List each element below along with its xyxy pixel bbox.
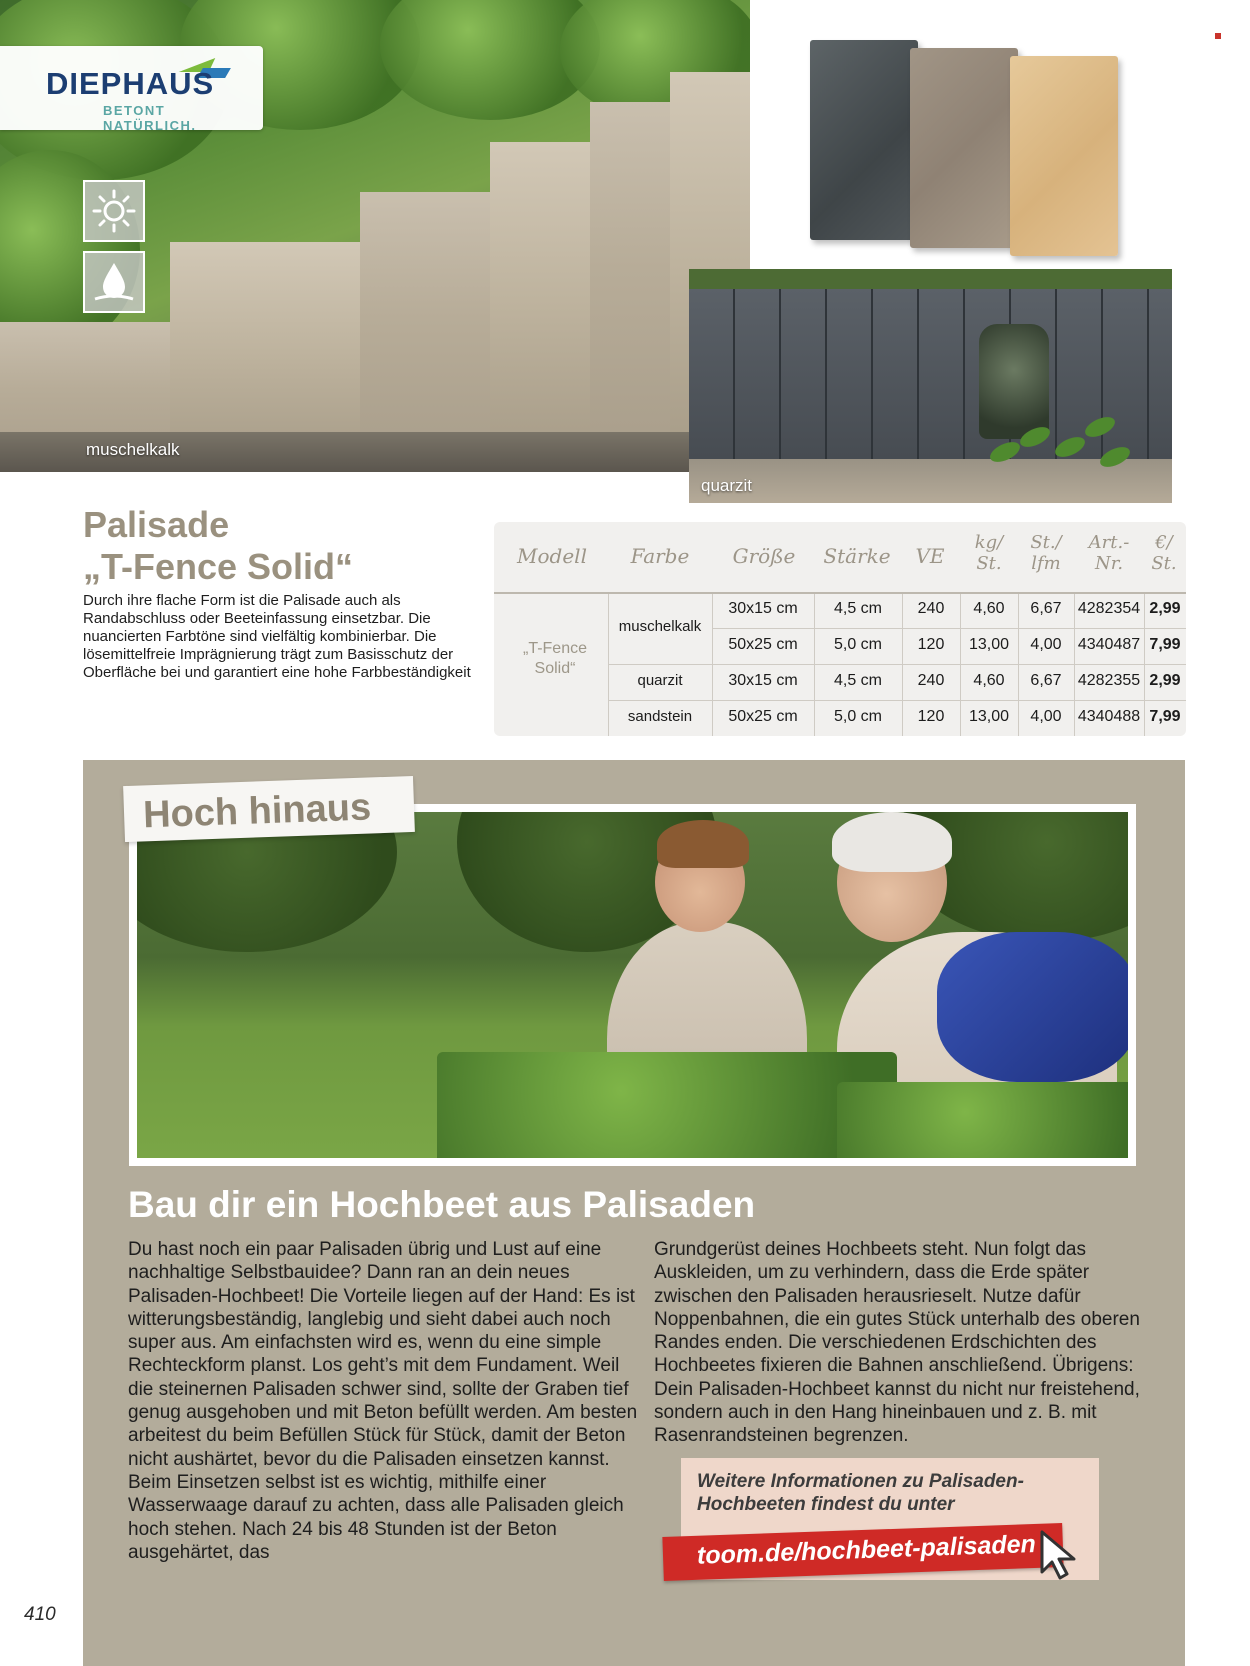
price-table <box>494 522 1186 736</box>
cell-art: 4282355 <box>1077 672 1141 689</box>
cell-groesse: 50x25 cm <box>728 708 798 725</box>
brand-claim: BETONT NATÜRLICH. <box>103 103 197 133</box>
section-label: Hoch hinaus <box>123 776 415 842</box>
url-text: toom.de/hochbeet-palisaden <box>696 1529 1037 1570</box>
cell-groesse: 30x15 cm <box>728 600 798 617</box>
sun-icon <box>83 180 145 242</box>
article-text-right: Grundgerüst deines Hochbeets steht. Nun folgt das Auskleiden, um zu verhindern, dass die Erde später zwischen den Palisaden herausrieselt. Nutze dafür Noppenbahnen, die ein gutes Stück unterhalb des oberen Randes enden. Die verschiedenen Erdschichten des Hochbeetes fixieren die Bahnen anschließend. Übrigens: Dein Palisaden-Hochbeet kannst du nicht nur freistehend, sondern auch in den Hang hineinbauen und z. B. mit Rasenrandsteinen begrenzen. <box>654 1239 1140 1447</box>
lantern <box>979 324 1049 439</box>
cell-staerke: 4,5 cm <box>833 600 882 617</box>
cell-st: 6,67 <box>1030 672 1062 689</box>
product-slabs-photo <box>760 0 1250 262</box>
cell-kg: 4,60 <box>973 672 1005 689</box>
cell-farbe: sandstein <box>627 708 693 725</box>
corner-marker <box>1215 33 1221 39</box>
article-text-left: Du hast noch ein paar Palisaden übrig und Lust auf eine nachhaltige Selbstbauidee? Dann ran an dein neues Palisaden-Hochbeet! Die Vorteile liegen auf der Hand: Es ist witterungsbeständig, langlebig und sieht dabei auch noch super aus. Am einfachsten wird es, wenn du eine simple Rechteckform planst. Los geht’s mit dem Fundament. Weil die steinernen Palisaden schwer sind, sollte der Graben tief genug ausgehoben und mit Beton befüllt werden. Am besten arbeitest du beim Befüllen Stück für Stück, damit der Beton nicht aushärtet, bevor du die Palisaden einsetzen kannst. Beim Einsetzen selbst ist es wichtig, mithilfe einer Wasserwaage darauf zu achten, dass alle Palisaden gleich hoch stehen. Nach 24 bis 48 Stunden ist der Beton ausgehärtet, das <box>128 1239 638 1563</box>
page-number: 410 <box>24 1604 56 1625</box>
cell-art: 4340487 <box>1077 636 1141 653</box>
cell-price: 7,99 <box>1149 708 1181 725</box>
cell-kg: 4,60 <box>973 600 1005 617</box>
header-groesse: Größe <box>732 544 796 568</box>
cell-farbe: quarzit <box>637 672 683 689</box>
cell-groesse: 50x25 cm <box>728 636 798 653</box>
cell-price: 2,99 <box>1149 600 1181 617</box>
article-title: Bau dir ein Hochbeet aus Palisaden <box>128 1184 756 1225</box>
cell-groesse: 30x15 cm <box>728 672 798 689</box>
cursor-arrow-icon <box>1036 1528 1086 1585</box>
product-title: Palisade „T-Fence Solid“ <box>83 504 354 587</box>
header-kg-st: kg/ St. <box>974 532 1004 574</box>
product-description: Durch ihre flache Form ist die Palisade auch als Randabschluss oder Beeteinfassung einsetzbar. Die nuancierten Farbtöne sind vielfältig kombinierbar. Die lösemittelfreie Imprägnierung trägt zum Basisschutz der Oberfläche bei und garantiert eine hohe Farbbeständigkeit <box>83 592 471 681</box>
cell-ve: 120 <box>917 636 945 653</box>
model-name: „T-Fence Solid“ <box>522 640 587 677</box>
header-staerke: Stärke <box>823 544 891 568</box>
header-ve: VE <box>915 544 945 568</box>
cell-st: 6,67 <box>1030 600 1062 617</box>
header-eur-st: €/ St. <box>1151 532 1177 574</box>
header-st-lfm: St./ lfm <box>1030 532 1062 574</box>
cell-ve: 120 <box>917 708 945 725</box>
cell-price: 2,99 <box>1149 672 1181 689</box>
caption-muschelkalk: muschelkalk <box>86 440 180 459</box>
cell-price: 7,99 <box>1149 636 1181 653</box>
cell-art: 4340488 <box>1077 708 1141 725</box>
cell-staerke: 5,0 cm <box>833 708 882 725</box>
cell-ve: 240 <box>917 600 945 617</box>
header-art-nr: Art.- Nr. <box>1088 532 1130 574</box>
caption-quarzit: quarzit <box>701 476 753 495</box>
diephaus-logo <box>0 46 263 133</box>
header-modell: Modell <box>517 544 587 568</box>
info-text: Weitere Informationen zu Palisaden-Hochbeeten findest du unter <box>697 1471 1024 1515</box>
header-farbe: Farbe <box>630 544 690 568</box>
cell-staerke: 5,0 cm <box>833 636 882 653</box>
cell-farbe: muschelkalk <box>618 618 702 635</box>
cell-ve: 240 <box>917 672 945 689</box>
cell-st: 4,00 <box>1030 636 1062 653</box>
cell-staerke: 4,5 cm <box>833 672 882 689</box>
cell-st: 4,00 <box>1030 708 1062 725</box>
cell-art: 4282354 <box>1077 600 1141 617</box>
garden-photo <box>129 804 1136 1166</box>
quarzit-photo <box>689 269 1172 503</box>
water-drop-icon <box>83 251 145 313</box>
brand-name: DIEPHAUS <box>46 66 215 101</box>
cell-kg: 13,00 <box>968 636 1010 653</box>
cell-kg: 13,00 <box>968 708 1010 725</box>
